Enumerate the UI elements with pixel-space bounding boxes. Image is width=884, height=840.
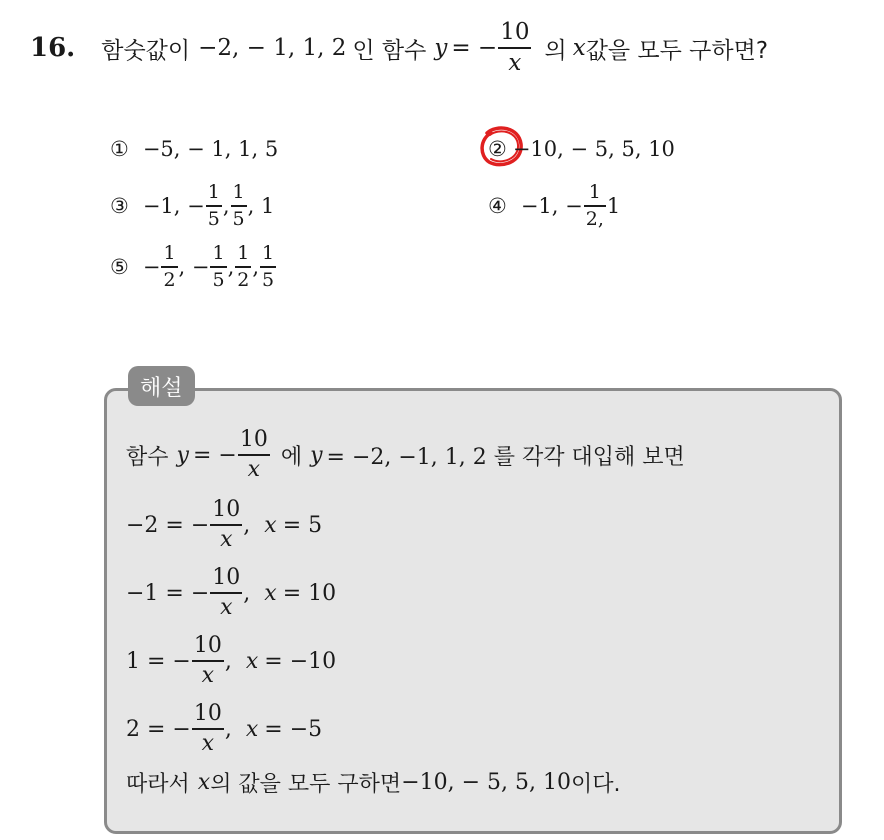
conclusion-mid: 의 값을 모두 구하면 (210, 771, 402, 797)
fraction-denominator: x (220, 594, 233, 620)
fraction-denominator: 2 (237, 268, 250, 291)
question-line (30, 18, 768, 78)
fraction-denominator: x (220, 526, 233, 552)
solution-line-1 (126, 424, 685, 486)
option-3[interactable] (110, 176, 274, 236)
step-fraction (210, 499, 242, 550)
step-x: x (245, 648, 259, 674)
option-5-sep-1: , − (178, 255, 210, 279)
option-4[interactable] (488, 176, 620, 236)
question-number: 16. (30, 33, 76, 63)
step-x: x (245, 716, 259, 742)
option-3-lead: −1, − (142, 194, 205, 218)
solution-line-1-eq: = − (192, 442, 237, 468)
question-x: x (572, 35, 586, 61)
step-rhs: = −5 (264, 716, 323, 742)
option-3-tail: , 1 (247, 194, 275, 218)
conclusion-pre: 따라서 (126, 771, 190, 797)
option-1[interactable] (110, 134, 278, 164)
solution-tag: 해설 (128, 366, 195, 406)
step-lhs: −2 = − (126, 512, 210, 538)
option-3-fraction-1 (206, 183, 222, 228)
step-rhs: = 10 (282, 580, 337, 606)
fraction-numerator: 1 (163, 242, 176, 265)
question-fraction (498, 21, 531, 74)
question-eq: = − (451, 35, 498, 61)
option-3-sep: , (222, 194, 230, 218)
option-5-fraction-3 (235, 244, 251, 289)
option-4-lead: −1, − (520, 194, 583, 218)
fraction-denominator: 5 (262, 268, 275, 291)
step-comma: , (243, 580, 251, 606)
step-comma: , (224, 648, 232, 674)
step-comma: , (243, 512, 251, 538)
option-4-mark: ④ (488, 194, 507, 218)
option-2-text: −10, − 5, 5, 10 (512, 137, 675, 161)
fraction-numerator: 1 (212, 242, 225, 265)
fraction-numerator: 10 (239, 427, 268, 453)
solution-step-4 (126, 698, 322, 760)
fraction-denominator: x (247, 456, 261, 482)
solution-step-2 (126, 562, 336, 624)
solution-line-1-rest: = −2, −1, 1, 2 를 각각 대입해 보면 (326, 444, 685, 470)
conclusion-post: 이다. (571, 771, 621, 797)
fraction-numerator: 1 (588, 181, 601, 204)
step-fraction (210, 567, 242, 618)
question-y: y (434, 35, 448, 61)
question-mid: 인 함수 (352, 37, 427, 64)
step-x: x (264, 580, 277, 606)
solution-line-1-y: y (176, 442, 189, 468)
fraction-denominator: 2 (163, 268, 176, 291)
fraction-numerator: 1 (237, 242, 250, 265)
step-rhs: = 5 (282, 512, 323, 538)
question-tail: 값을 모두 구하면? (585, 37, 769, 64)
fraction-numerator: 10 (193, 633, 222, 659)
solution-conclusion (126, 764, 621, 800)
step-x: x (264, 512, 277, 538)
solution-step-1 (126, 494, 322, 556)
step-lhs: −1 = − (126, 580, 210, 606)
fraction-numerator: 10 (212, 565, 241, 591)
option-1-text: −5, − 1, 1, 5 (142, 137, 279, 161)
option-3-mark: ③ (110, 194, 129, 218)
option-5-fraction-2 (210, 244, 226, 289)
fraction-denominator: 2, (585, 207, 604, 230)
option-5-lead: − (142, 255, 161, 279)
solution-line-1-y2: y (310, 442, 323, 468)
fraction-numerator: 10 (193, 701, 222, 727)
solution-line-1-post: 에 (280, 444, 303, 470)
fraction-denominator: 5 (212, 268, 225, 291)
step-lhs: 1 = − (126, 648, 191, 674)
step-comma: , (224, 716, 232, 742)
step-lhs: 2 = − (126, 716, 191, 742)
solution-step-3 (126, 630, 336, 692)
option-4-tail: 1 (606, 194, 621, 218)
solution-line-1-pre: 함수 (126, 444, 169, 470)
option-5-sep-2: , (227, 255, 235, 279)
fraction-numerator: 1 (207, 181, 220, 204)
fraction-numerator: 10 (212, 497, 241, 523)
option-5-fraction-1 (161, 244, 177, 289)
option-2[interactable] (488, 134, 675, 164)
option-3-fraction-2 (231, 183, 247, 228)
fraction-numerator: 1 (232, 181, 245, 204)
option-5-fraction-4 (260, 244, 276, 289)
step-fraction (192, 703, 224, 754)
option-5-mark: ⑤ (110, 255, 129, 279)
question-values: −2, − 1, 1, 2 (198, 35, 347, 61)
fraction-denominator: 5 (232, 207, 245, 230)
option-2-mark: ② (488, 137, 507, 161)
option-5-sep-3: , (252, 255, 260, 279)
option-1-mark: ① (110, 137, 129, 161)
question-prefix: 함숫값이 (101, 37, 191, 64)
solution-line-1-fraction (238, 429, 270, 480)
step-rhs: = −10 (264, 648, 337, 674)
option-5[interactable] (110, 236, 277, 298)
question-fraction-numerator: 10 (500, 19, 530, 46)
fraction-numerator: 1 (262, 242, 275, 265)
question-fraction-denominator: x (508, 49, 522, 76)
option-4-fraction-1 (584, 183, 606, 228)
fraction-denominator: x (201, 662, 215, 688)
step-fraction (192, 635, 224, 686)
conclusion-x: x (197, 769, 211, 795)
fraction-denominator: x (201, 730, 215, 756)
conclusion-values: −10, − 5, 5, 10 (401, 769, 571, 795)
fraction-denominator: 5 (207, 207, 220, 230)
question-suffix: 의 (544, 37, 567, 64)
